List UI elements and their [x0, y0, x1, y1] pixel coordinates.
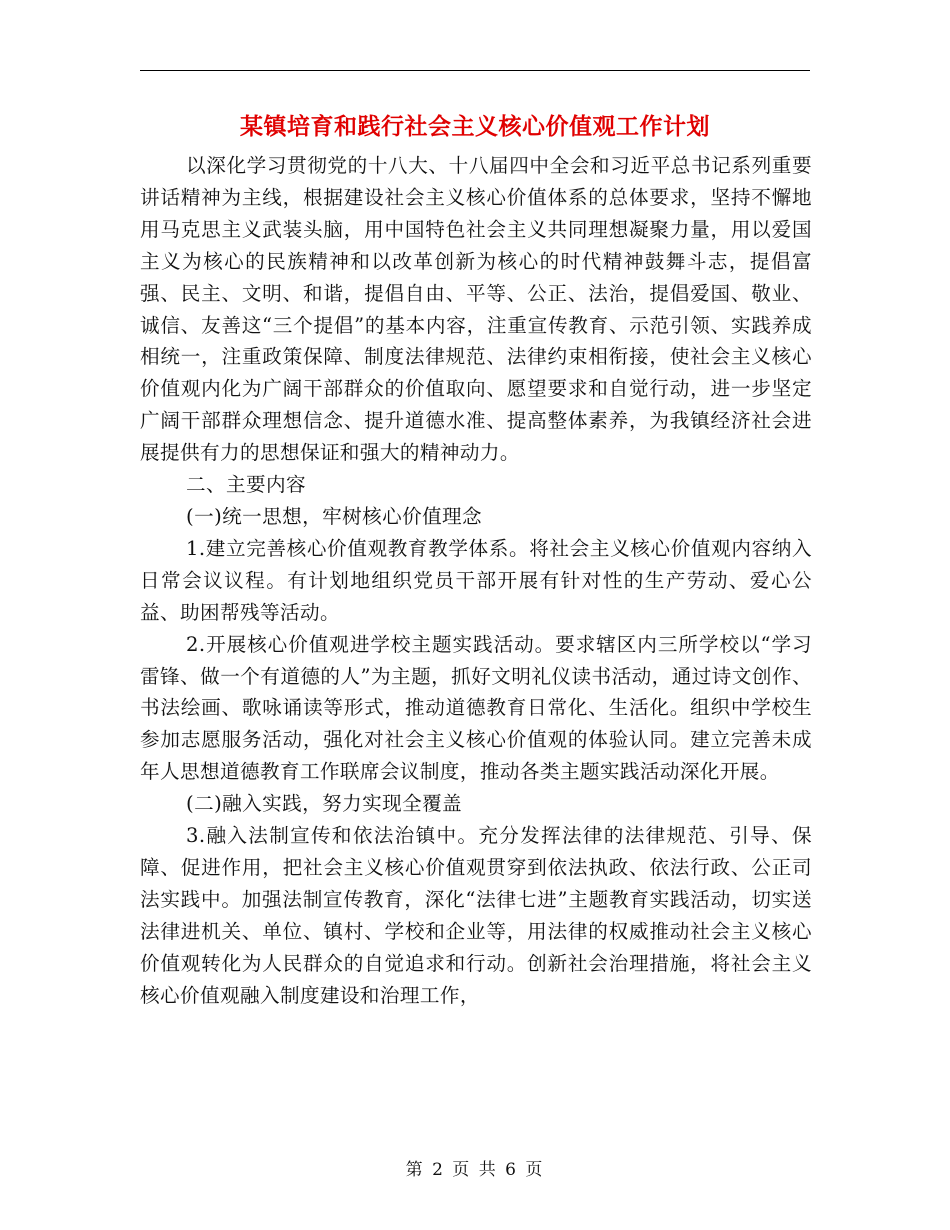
intro-paragraph: 以深化学习贯彻党的十八大、十八届四中全会和习近平总书记系列重要讲话精神为主线，根据建设社会主义核心价值体系的总体要求，坚持不懈地用马克思主义武装头脑，用中国特色社会主义共同理想凝聚力量，用以爱国主义为核心的民族精神和以改革创新为核心的时代精神鼓舞斗志，提倡富强、民主、文明、和谐，提倡自由、平等、公正、法治，提倡爱国、敬业、诚信、友善这“三个提倡”的基本内容，注重宣传教育、示范引领、实践养成相统一，注重政策保障、制度法律规范、法律约束相衔接，使社会主义核心价值观内化为广阔干部群众的价值取向、愿望要求和自觉行动，进一步坚定广阔干部群众理想信念、提升道德水准、提高整体素养，为我镇经济社会进展提供有力的思想保证和强大的精神动力。	[140, 154, 812, 465]
document-body	[140, 150, 812, 1011]
header-rule	[140, 70, 810, 71]
item-paragraph-3: 3.融入法制宣传和依法治镇中。充分发挥法律的法律规范、引导、保障、促进作用，把社会主义核心价值观贯穿到依法执政、依法行政、公正司法实践中。加强法制宣传教育，深化“法律七进”主题教育实践活动，切实送法律进机关、单位、镇村、学校和企业等，用法律的权威推动社会主义核心价值观转化为人民群众的自觉追求和行动。创新社会治理措施，将社会主义核心价值观融入制度建设和治理工作，	[140, 824, 812, 1007]
subsection-heading-2: (二)融入实践，努力实现全覆盖	[186, 792, 463, 816]
subsection-heading-1: (一)统一思想，牢树核心价值理念	[186, 504, 483, 528]
section-heading-main-content: 二、主要内容	[186, 473, 307, 497]
page-number: 第 2 页 共 6 页	[405, 1160, 545, 1180]
item-paragraph-2: 2.开展核心价值观进学校主题实践活动。要求辖区内三所学校以“学习雷锋、做一个有道德的人”为主题，抓好文明礼仪读书活动，通过诗文创作、书法绘画、歌咏诵读等形式，推动道德教育日常化、生活化。组织中学校生参加志愿服务活动，强化对社会主义核心价值观的体验认同。建立完善未成年人思想道德教育工作联席会议制度，推动各类主题实践活动深化开展。	[140, 632, 812, 784]
document-title: 某镇培育和践行社会主义核心价值观工作计划	[240, 113, 710, 140]
item-paragraph-1: 1.建立完善核心价值观教育教学体系。将社会主义核心价值观内容纳入日常会议议程。有计划地组织党员干部开展有针对性的生产劳动、爱心公益、助困帮残等活动。	[140, 536, 812, 624]
